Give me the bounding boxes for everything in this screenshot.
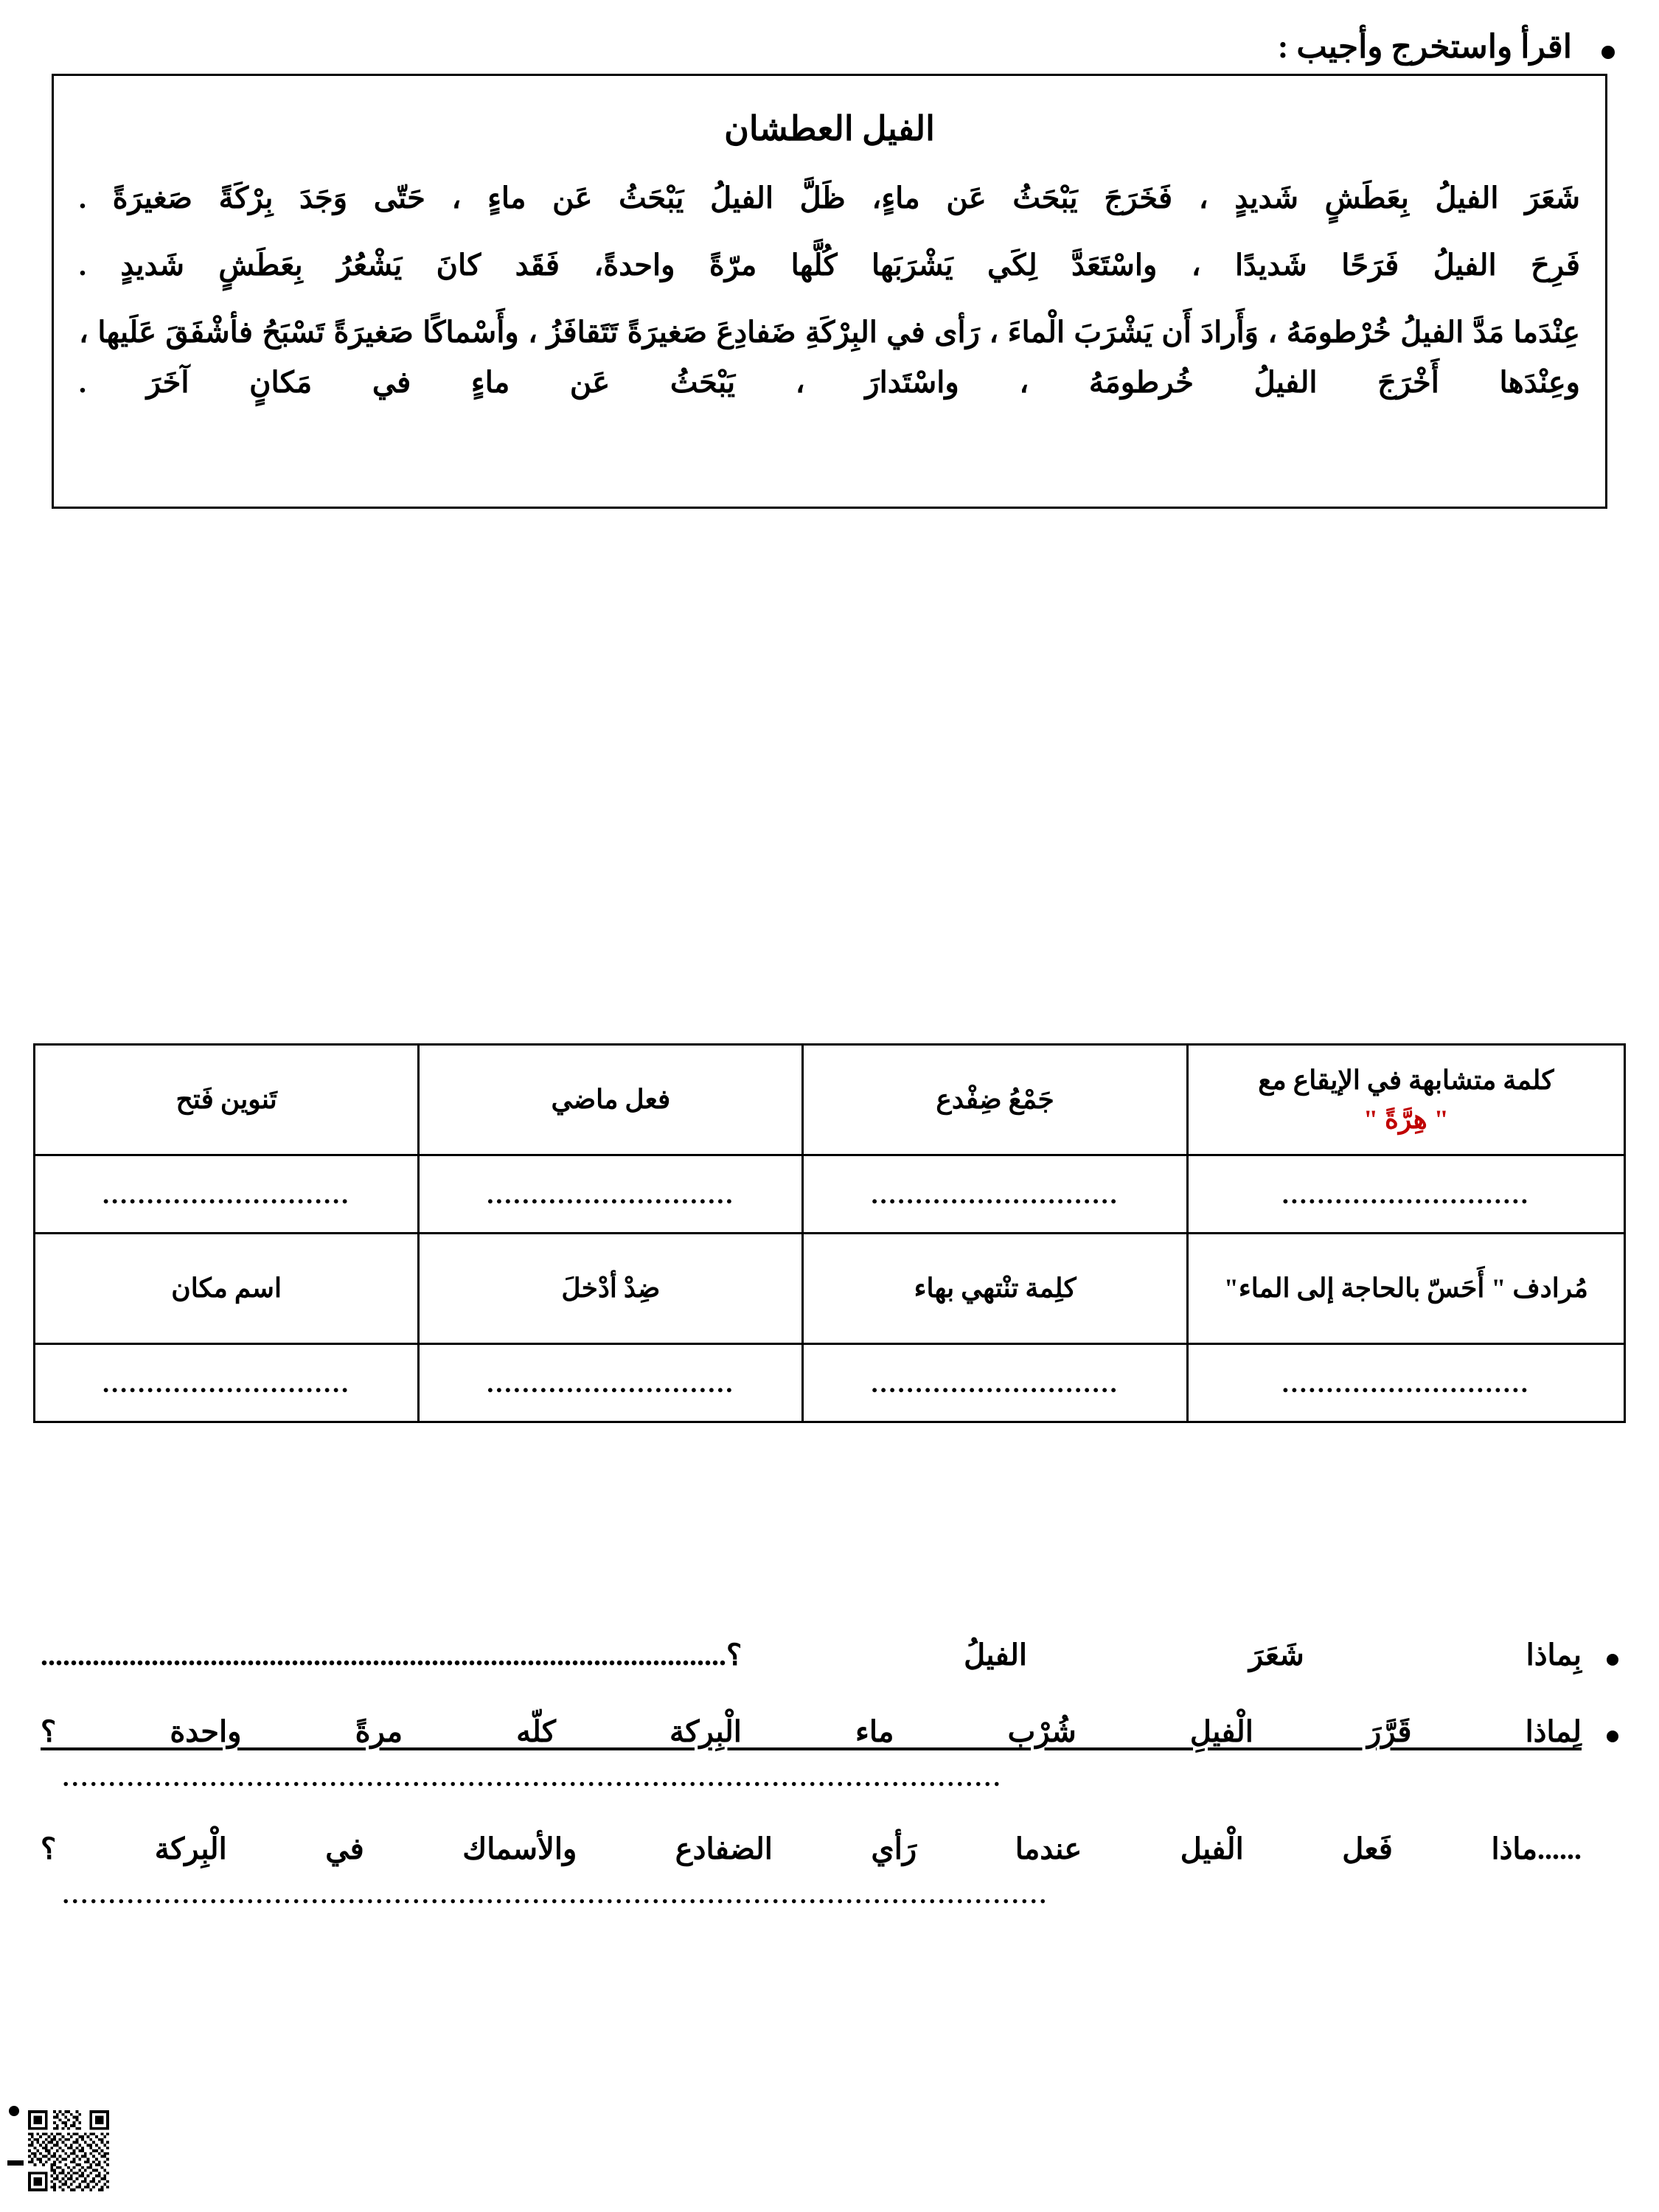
question-item [41, 1710, 1618, 1792]
dash-marker-icon [7, 2160, 24, 2166]
table-header-cell-rhyme [1187, 1045, 1624, 1155]
table-row [35, 1155, 1625, 1234]
answer-dotted-line[interactable]: ........................................................................................................... [63, 1882, 1049, 1910]
instruction-text: اقرأ واستخرج وأجيب : [1277, 29, 1572, 65]
table-header-cell-tanween: تَنوين فَتح [35, 1045, 419, 1155]
table-row [35, 1045, 1625, 1155]
table-header-cell-antonym: ضِدْ أدْخلَ [419, 1234, 803, 1344]
questions-section [41, 1633, 1618, 1917]
table-header-cell-past-verb: فعل ماضي [419, 1045, 803, 1155]
question-body [41, 1827, 1582, 1909]
question-item [41, 1827, 1618, 1909]
dot-marker-icon [9, 2106, 19, 2116]
passage-paragraph: فَرِحَ الفيلُ فَرَحًا شَديدًا ، واسْتَعَدَّ لِكَي يَشْرَبَها كُلَّها مرّةً واحدةً، فَقَد كانَ يَشْعُرُ بِعَطَشٍ شَديدٍ . [79, 248, 1580, 282]
passage-paragraph: شَعَرَ الفيلُ بِعَطَشٍ شَديدٍ ، فَخَرَجَ يَبْحَثُ عَن ماءٍ، ظَلَّ الفيلُ يَبْحَثُ عَن ماءٍ ، حَتّى وَجَدَ بِرْكَةً صَغيرَةً . [79, 181, 1580, 215]
table-header-cell-ends-with-haa: كلِمة تنْتهي بهاء [803, 1234, 1187, 1344]
passage-title: الفيل العطشان [724, 110, 935, 147]
grammar-table [33, 1043, 1626, 1423]
footer-marks [7, 2103, 111, 2206]
question-item [41, 1633, 1618, 1677]
passage-paragraph: عِنْدَما مَدَّ الفيلُ خُرْطومَهُ ، وَأَرادَ أَن يَشْرَبَ الْماءَ ، رَأى في البِرْكَةِ ضَفادِعَ صَغيرَةً تَتَقافَزُ ، وأَسْماكًا صَغيرَةً تَسْبَحُ فأشْفَقَ عَلَيها ، وعِنْدَها أَخْرَجَ الفيلُ خُرطومَهُ ، واسْتَدارَ ، يَبْحَثُ عَن ماءٍ في مَكانٍ آخَرَ . [79, 315, 1580, 400]
answer-dotted-line[interactable]: ...................................................................................................... [63, 1764, 1003, 1792]
question-body [41, 1710, 1582, 1792]
table-header-cell-place-noun: اسم مكان [35, 1234, 419, 1344]
reading-passage-box [52, 74, 1607, 509]
answer-cell[interactable]: ............................ [803, 1344, 1187, 1422]
question-body [41, 1633, 1582, 1677]
answer-cell[interactable]: ............................ [419, 1344, 803, 1422]
bullet-dot-icon [1601, 46, 1615, 59]
table-row [35, 1344, 1625, 1422]
answer-cell[interactable]: ............................ [1187, 1155, 1624, 1234]
question-text: بِماذا شَعَرَ الفيلُ ؟............................................................................................. [41, 1638, 1582, 1672]
qr-code-icon [28, 2110, 109, 2191]
instruction-row [44, 27, 1615, 67]
answer-cell[interactable]: ............................ [803, 1155, 1187, 1234]
header-red-word: " هِرَّةً " [1363, 1104, 1449, 1134]
bullet-dot-icon [1607, 1731, 1618, 1742]
grammar-table-wrap [33, 1043, 1626, 1423]
answer-cell[interactable]: ............................ [35, 1344, 419, 1422]
answer-cell[interactable]: ............................ [35, 1155, 419, 1234]
header-label: كلمة متشابهة في الإيقاع مع [1258, 1065, 1554, 1096]
table-row [35, 1234, 1625, 1344]
question-text: لِماذا قَرَّرَ الْفيلِ شُرْب ماء الْبِركة كلّه مرةً واحدة ؟ [41, 1715, 1582, 1748]
answer-cell[interactable]: ............................ [419, 1155, 803, 1234]
question-text: ......ماذا فَعل الْفيل عندما رَأي الضفادع والأسماك في الْبِركة ؟ [41, 1832, 1582, 1866]
answer-cell[interactable]: ............................ [1187, 1344, 1624, 1422]
table-header-cell-plural: جَمْعُ ضِفْدع [803, 1045, 1187, 1155]
bullet-dot-icon [1607, 1654, 1618, 1666]
table-header-cell-synonym: مُرادف " أَحَسّ بالحاجة إلى الماء" [1187, 1234, 1624, 1344]
